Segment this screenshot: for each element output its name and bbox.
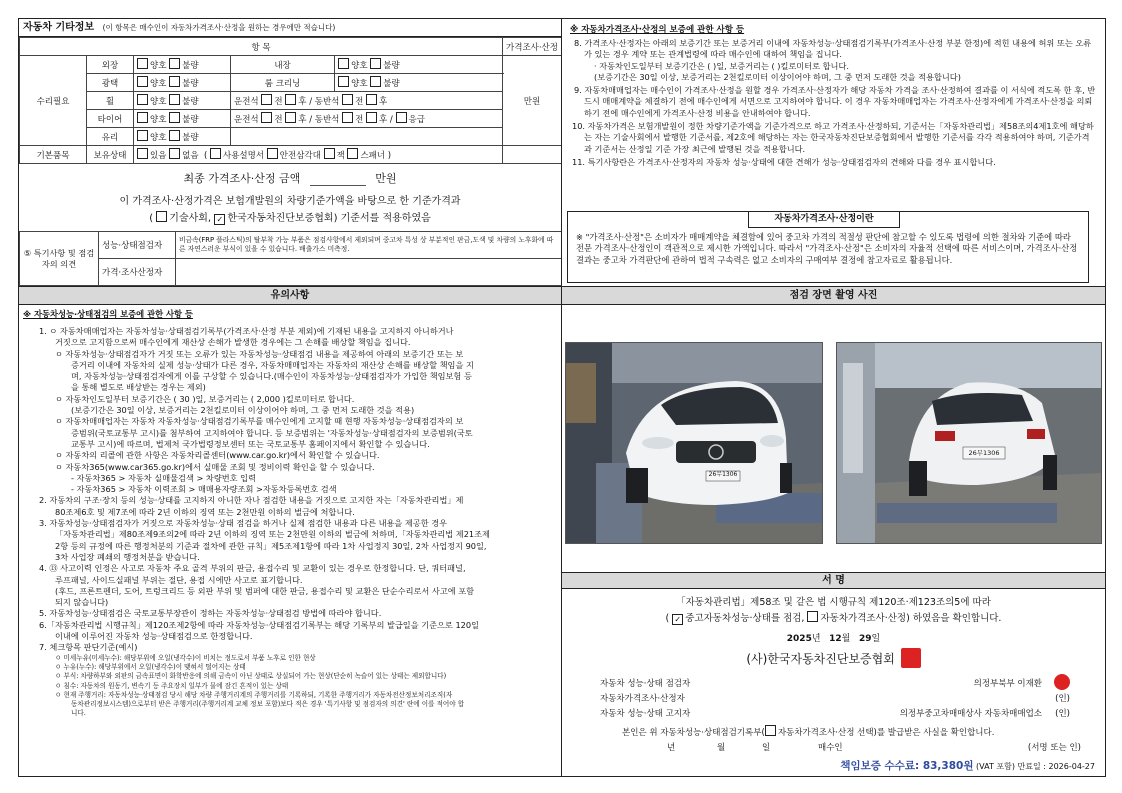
checkbox[interactable] [137, 112, 148, 123]
year-unit: 년 [811, 634, 821, 644]
special-inspector-label: 성능·상태점검자 [99, 232, 176, 259]
rear-label: 후 [298, 97, 307, 107]
checkbox[interactable] [366, 112, 377, 123]
basis-opt1: 기술사회, [169, 213, 212, 224]
notice-small-line: ㅇ 침수: 자동차의 원동기, 변속기 등 주요장치 일부가 물에 잠긴 흔적이 있는 상태 [55, 681, 289, 690]
final-price-label: 최종 가격조사·산정 금액 [183, 172, 301, 185]
law-line2 [562, 610, 1105, 625]
checkbox[interactable] [169, 112, 180, 123]
checkbox[interactable] [137, 94, 148, 105]
notice-line: 을 통해 별도로 배상받는 경우는 제외) [71, 382, 206, 393]
section-subtitle: (이 항목은 매수인이 자동차가격조사·산정을 원하는 경우에만 적습니다) [102, 23, 336, 32]
signer-seal-icon [1054, 674, 1070, 690]
issue-date [562, 631, 1105, 644]
checkbox[interactable] [342, 94, 353, 105]
notice-line: 3. 자동차성능·상태점검자가 거짓으로 자동차성능·상태 점검을 하거나 실제 점검한 내용과 다른 내용을 제공한 경우 [39, 518, 448, 529]
driver-side-label: 운전석 [234, 97, 259, 107]
row-wheel: 휠 [87, 92, 134, 110]
special-price-text[interactable] [176, 259, 562, 286]
paren-open: ( [665, 613, 670, 624]
front-label: 전 [274, 115, 283, 125]
section-title: 자동차 기타정보 [23, 22, 95, 33]
exterior-check[interactable] [134, 56, 231, 74]
front-label: 전 [355, 97, 364, 107]
buyer-month: 월 [717, 743, 726, 753]
room-clean-check[interactable] [335, 74, 503, 92]
definition-text: ※ "가격조사·산정"은 소비자가 매매계약을 체결함에 있어 중고차 가격의 적절성 판단에 참고할 수 있도록 법령에 의한 절차와 기준에 따라 전문 가격조사·산정인이 객관적으로 제시한 가액입니다. 따라서 "가격조사·산정"은 소비자의 자율적 선택에 따른 서비스이며, 가격조사·산정 결과는 중고차 가격판단에 관하여 법적 구속력은 없고 소비자의 구매여부 결정에 참고자료로 활용됩니다. [576, 232, 1078, 265]
guarantee-item-8-note: (보증기간은 30일 이상, 보증거리는 2천킬로미터 이상이어야 하며, 그 중 먼저 도래한 것을 적용합니다) [594, 71, 961, 82]
signer-role: 자동차가격조사·산정자 [600, 694, 685, 704]
glass-check[interactable] [134, 128, 231, 146]
repair-table [19, 37, 562, 164]
row-tire: 타이어 [87, 110, 134, 128]
price-unit: 만원 [503, 56, 562, 146]
notice-small-line: ㅇ 부식: 차량하부와 외판의 금속표면이 화학반응에 의해 금속이 아닌 상태로 상실되어 가는 현상(단순히 녹슬어 있는 상태는 제외합니다) [55, 672, 447, 681]
checkbox[interactable] [261, 112, 272, 123]
tire-check[interactable] [134, 110, 231, 128]
basis-opt2: 한국자동차진단보증협회) 기준서를 적용하였음 [227, 213, 431, 224]
rear-label: 후 [298, 115, 307, 125]
notice-line: 3차 사업장 폐쇄의 행정처분을 받습니다. [55, 551, 200, 562]
good-label: 양호 [351, 61, 368, 71]
checkbox-tech-society[interactable] [156, 211, 167, 222]
notice-line: ㅇ 자동차인도일부터 보증기간은 ( 30 )일, 보증거리는 ( 2,000 )킬로미터로 합니다. [55, 393, 355, 404]
guarantee-item-9: 9. 자동차매매업자는 매수인이 가격조사·산정을 원할 경우 가격조사·산정자가 해당 자동차 가격을 조사·산정하여 결과를 이 서식에 적도록 한 후, 반드시 매매계약을 체결하기 전에 매수인에게 서면으로 고지하여야 합니다. 이 경우 자동차매매업자는 가격조사·산정자에게 가격조사·산정을 의뢰하기 전에 매수인에게 가격조사·산정 비용을 안내하여야 합니다. [574, 85, 1096, 118]
price-guarantee-section [562, 19, 1105, 287]
checkbox[interactable] [285, 112, 296, 123]
checkbox[interactable] [169, 76, 180, 87]
section-header [19, 19, 561, 37]
inspection-photo-rear [836, 342, 1102, 544]
notice-line: 7. 체크항목 판단기준(예시) [39, 642, 138, 653]
checkbox[interactable] [137, 58, 148, 69]
notice-line: 2. 자동차의 구조·장치 등의 성능·상태를 고지하지 아니한 자나 점검한 내용을 거짓으로 고지한 자는「자동차관리법」제 [39, 495, 464, 506]
notice-small-lines [23, 654, 557, 719]
notice-line: 며, 자동차성능·상태점검자에게 이를 구상할 수 있습니다.(매수인이 자동차성능·상태점검자가 가입한 책임보험 등 [71, 371, 472, 382]
notice-line: ㅇ 자동차365(www.car365.go.kr)에서 실매물 조회 및 정비이력 확인을 할 수 있습니다. [55, 461, 375, 472]
good-label: 양호 [150, 115, 167, 125]
wheel-check[interactable] [134, 92, 231, 110]
license-plate-rear: 26무1306 [968, 449, 1000, 457]
notice-line: (보증기간은 30일 이상, 보증거리는 2천킬로미터 이상이어야 하며, 그 중 먼저 도래한 것을 적용) [71, 405, 415, 416]
month-unit: 월 [841, 634, 851, 644]
notices-section [19, 287, 562, 776]
bad-label: 불량 [182, 115, 199, 125]
signature-section [562, 572, 1105, 776]
signer-mark: (인) [1055, 709, 1070, 719]
checkbox[interactable] [342, 112, 353, 123]
checkbox[interactable] [338, 58, 349, 69]
guarantee-title: ※ 자동차가격조사·산정의 보증에 관한 사항 등 [570, 25, 745, 35]
photo-section [562, 287, 1105, 572]
checkbox[interactable] [169, 148, 180, 159]
signer-row [600, 677, 1070, 692]
signer-name: 의정부북부 이재환 [973, 679, 1042, 689]
notice-line: ㅇ 자동차매매업자는 자동차 자동차성능·상태점검기록부를 매수인에게 고지할 때 현행 자동차성능·상태점검자의 보 [55, 416, 464, 427]
final-price-unit: 만원 [375, 172, 397, 185]
license-plate-front: 26무1306 [708, 471, 738, 478]
notices-subtitle: ※ 자동차성능·상태점검의 보증에 관한 사항 등 [23, 309, 193, 319]
buyer-year: 년 [667, 743, 676, 753]
bad-label: 불량 [182, 79, 199, 89]
signer-list [600, 677, 1070, 722]
col-price-header: 가격조사·산정 [503, 38, 562, 56]
emergency-label: 응급 [408, 115, 425, 125]
special-table [19, 231, 562, 286]
notice-line: - 자동차365 > 자동차 실매물검색 > 차량번호 입력 [71, 472, 256, 483]
signer-row [600, 707, 1070, 722]
notice-line: 80조제6호 및 제7조에 따라 2년 이하의 징역 또는 2천만원 이하의 벌금에 처합니다. [55, 506, 355, 517]
special-price-label: 가격·조사산정자 [99, 259, 176, 286]
special-label: ⑤ 특기사항 및 점검자의 의견 [20, 232, 99, 286]
issue-day: 29 [858, 634, 872, 644]
fee-note: (VAT 포함) 만료일 : 2026-04-27 [976, 762, 1095, 771]
day-unit: 일 [871, 634, 881, 644]
have-label: 있음 [150, 151, 167, 161]
basic-price-empty [503, 146, 562, 164]
org-row [562, 648, 1105, 668]
row-gloss: 광택 [87, 74, 134, 92]
front-label: 전 [274, 97, 283, 107]
good-label: 양호 [150, 61, 167, 71]
signer-name: 의정부중고차매매상사 자동차매매업소 [899, 709, 1042, 719]
notice-line: 교통부 고시)에 따르며, 법제처 국가법령정보센터 또는 국토교통부 홈페이지에서 확인할 수 있습니다. [71, 438, 430, 449]
final-price-row [19, 170, 561, 186]
inspection-photo-front [565, 342, 823, 544]
spanner-label: 스패너 ) [360, 151, 392, 161]
checkbox[interactable] [396, 112, 407, 123]
notice-line: 6.「자동차관리법 시행규칙」제120조제2항에 따라 자동차성능·상태점검기록부는 해당 기록부의 발급일을 기준으로 120일 [39, 619, 479, 630]
notice-line: 5. 자동차성능·상태점검은 국토교통부장관이 정하는 자동차성능·상태점검 방법에 따라야 합니다. [39, 608, 382, 619]
notice-line: - 자동차365 > 자동차 이력조회 > 매매용자량조회 >자동차등록번호 검색 [71, 484, 337, 495]
notice-line: ㅇ 자동차성능·상태점검자가 거짓 또는 오류가 있는 자동차성능·상태점검 내용을 제공하여 아래의 보증기간 또는 보 [55, 348, 464, 359]
jack-label: 잭 [336, 151, 345, 161]
basic-label: 기본품목 [20, 146, 87, 164]
row-glass: 유리 [87, 128, 134, 146]
signer-mark: (인) [1055, 694, 1070, 704]
org-seal-icon [901, 648, 921, 668]
law-opt2: 자동차가격조사·산정) 하였음을 확인합니다. [820, 613, 1002, 624]
fee-row [840, 758, 1095, 773]
checkbox[interactable] [169, 58, 180, 69]
row-interior: 내장 [231, 56, 335, 74]
triangle-label: 안전삼각대 [279, 151, 321, 161]
signer-row [600, 692, 1070, 707]
checkbox[interactable] [285, 94, 296, 105]
notice-line: 1. ㅇ 자동차매매업자는 자동차성능·상태점검기록부(가격조사·산정 부분 제외)에 기재된 내용을 고지하지 아니하거나 [39, 326, 454, 336]
guarantee-item-8-period: · 자동차인도일부터 보증기간은 ( )일, 보증거리는 ( )킬로미터로 합니다. [594, 60, 849, 71]
notice-line: 「자동차관리법」제80조제9조의2에 따라 2년 이하의 징역 또는 2천만원 이하의 벌금에 처하며,「자동차관리법 제21조제 [55, 529, 490, 540]
checkbox[interactable] [137, 130, 148, 141]
glass-empty [231, 128, 503, 146]
law-line: 「자동차관리법」제58조 및 같은 법 시행규칙 제120조·제123조의5에 따라 [676, 597, 991, 608]
price-definition-box [567, 211, 1089, 283]
checkbox[interactable] [267, 148, 278, 159]
buyer-row [562, 741, 1105, 755]
good-label: 양호 [150, 133, 167, 143]
org-name: (사)한국자동차진단보증협회 [746, 652, 895, 666]
paren-open: ( [149, 213, 154, 224]
buyer-label: 매수인 [818, 743, 843, 753]
bad-label: 불량 [383, 79, 400, 89]
row-possession: 보유상태 [87, 146, 134, 164]
notices-title: 유의사항 [19, 287, 561, 305]
good-label: 양호 [351, 79, 368, 89]
buyer-day: 일 [762, 743, 771, 753]
passenger-side-label: / 동반석 [309, 115, 340, 125]
inspection-record-page [18, 18, 1106, 777]
good-label: 양호 [150, 97, 167, 107]
notice-small-line: ㅇ 현재 주행거리: 자동차성능·상태점검 당시 해당 차량 주행거리계의 주행거리를 기록하되, 기록한 주행거리가 자동차전산정보처리조직(자 [55, 690, 453, 699]
checkbox[interactable] [370, 58, 381, 69]
notice-small-line: ㅇ 누유(누수): 해당부위에서 오일(냉각수)이 맺혀서 떨어지는 상태 [55, 662, 246, 671]
signer-role: 자동차 성능·상태 고지자 [600, 709, 691, 719]
manual-label: 사용설명서 [223, 151, 265, 161]
front-label: 전 [355, 115, 364, 125]
basis-line2 [19, 209, 561, 225]
checkbox-confirm[interactable] [765, 725, 776, 736]
bad-label: 불량 [383, 61, 400, 71]
repair-label: 수리필요 [20, 56, 87, 146]
issue-month: 12 [829, 634, 842, 644]
tire-position[interactable]: 운전석 전 후 / 동반석 전 후 / 응급 [231, 110, 503, 128]
basis-line1: 이 가격조사·산정가격은 보험개발원의 차량기준가액을 바탕으로 한 기준가격과 [119, 196, 461, 207]
checkbox-performance[interactable]: ✓ [672, 614, 683, 625]
notice-lines [23, 326, 557, 654]
passenger-side-label: / 동반석 [309, 97, 340, 107]
vehicle-other-info-section [19, 19, 562, 287]
rear-label: 후 [379, 115, 388, 125]
none-label: 없음 [182, 151, 199, 161]
checkbox[interactable] [370, 76, 381, 87]
checkbox[interactable] [338, 76, 349, 87]
checkbox[interactable] [347, 148, 358, 159]
definition-title: 자동차가격조사·산정이란 [748, 211, 900, 228]
checkbox-kadwa[interactable]: ✓ [214, 214, 225, 225]
checkbox[interactable] [261, 94, 272, 105]
interior-check[interactable] [335, 56, 503, 74]
notice-small-line: 동차관리정보시스템)으로부터 받은 주행거리(주행거리계 교체 정보 포함)보다 적은 경우 '특기사항 및 점검자의 의견' 란에 이를 적어야 합 [71, 700, 465, 709]
special-inspector-text: 비금속(FRP 플라스틱)의 탈부착 가능 부품은 점검사항에서 제외되며 중고차 특성 상 부분적인 판금,도색 및 차량의 노후화에 따른 자연스러운 부식이 있을 수 있습니다. 배출가스 미측정. [176, 232, 562, 259]
notice-line: 증거리 이내에 자동차의 실제 성능·상태가 다른 경우, 자동차매매업자는 자동차의 재산상 손해를 배상할 책임을 지 [71, 359, 474, 370]
notice-line: 루프패널, 사이드실패널 부위는 절단, 용접 시에만 사고로 표기합니다. [55, 574, 303, 585]
notice-line: ㅇ 자동차의 리콜에 관한 사항은 자동차리콜센터(www.car.go.kr)에서 확인할 수 있습니다. [55, 450, 380, 461]
checkbox-price[interactable] [807, 611, 818, 622]
possession-check[interactable]: 있음 없음 ( 사용설명서 안전삼각대 잭 스패너 ) [134, 146, 503, 164]
checkbox[interactable] [210, 148, 221, 159]
bad-label: 불량 [182, 133, 199, 143]
confirm-pre: 본인은 위 자동차성능·상태점검기록부( [622, 728, 765, 738]
notice-small-line: ㅇ 미세누유(미세누수): 해당부위에 오일(냉각수)이 비치는 정도로서 부품 노후로 인한 현상 [55, 653, 316, 662]
wheel-position[interactable] [231, 92, 503, 110]
guarantee-item-10: 10. 자동차가격은 보험개발원이 정한 차량기준가액을 기준가격으로 하고 가격조사·산정하되, 기준서는「자동차관리법」제58조의4제1호에 해당하는 자는 기술사회에서 발행한 기준서를, 제2호에 해당하는 자는 한국자동차진단보증협회에서 발행한 기준서를 각각 적용하여야 하며, 기준가격과 기준서는 산정일 기준 가장 최근에 발행된 것을 적용합니다. [572, 121, 1094, 154]
notice-line: 거짓으로 고지함으로써 매수인에게 재산상 손해가 발생한 경우에는 그 손해를 배상할 책임을 집니다. [55, 337, 411, 348]
checkbox[interactable] [137, 148, 148, 159]
checkbox[interactable] [169, 130, 180, 141]
checkbox[interactable] [366, 94, 377, 105]
gloss-check[interactable] [134, 74, 231, 92]
checkbox[interactable] [169, 94, 180, 105]
notice-line: 되지 않습니다) [55, 597, 109, 608]
signer-role: 자동차 성능·상태 점검자 [600, 679, 691, 689]
notice-line: 2항 등의 규정에 따른 행정처분의 기준과 절차에 관한 규칙」제5조제1항에 따라 1차 사업정지 30일, 2차 사업정지 90일, [55, 540, 487, 551]
notice-line: 증범위(국토교통부 고시)를 첨부하여 고지하여야 합니다. 등 보증범위는 '자동차성능·상태점검자의 보증범위(국토 [71, 427, 473, 438]
notice-small-line: 니다. [71, 709, 86, 718]
row-exterior: 외장 [87, 56, 134, 74]
col-item-header: 항 목 [20, 38, 503, 56]
final-price-input[interactable] [310, 172, 366, 186]
issue-year: 2025 [786, 634, 812, 644]
confirm-line [622, 725, 994, 738]
driver-side-label: 운전석 [234, 115, 259, 125]
law-opt1: 중고자동차성능·상태를 점검, [685, 613, 805, 624]
notice-line: 4. ⑬ 사고이력 인정은 사고로 자동차 주요 골격 부위의 판금, 용접수리 및 교환이 있는 경우로 한정합니다. 단, 쿼터패널, [39, 563, 466, 574]
bad-label: 불량 [182, 61, 199, 71]
signature-title: 서 명 [562, 573, 1105, 589]
rear-label: 후 [379, 97, 388, 107]
good-label: 양호 [150, 79, 167, 89]
confirm-post: 자동차가격조사·산정 선택)를 발급받은 사실을 확인합니다. [777, 728, 995, 738]
notice-line: 이내에 이루어진 자동차 성능·상태점검으로 한정합니다. [55, 631, 253, 642]
photo-title: 점검 장면 촬영 사진 [562, 287, 1105, 305]
checkbox[interactable] [137, 76, 148, 87]
guarantee-item-8: 8. 가격조사·산정자는 아래의 보증기간 또는 보증거리 이내에 자동차성능·상태점검기록부(가격조사·산정 부분 한정)에 적힌 내용에 허위 또는 오류가 있는 경우 계약 또는 관계법령에 따라 매수인에 대하여 책임을 집니다. [574, 38, 1092, 60]
notice-line: (후드, 프론트펜더, 도어, 트렁크리드 등 외판 부위 및 범퍼에 대한 판금, 용접수리 및 교환은 단순수리로서 사고에 포함 [55, 585, 475, 596]
fee-label: 책임보증 수수료: 83,380원 [840, 760, 974, 772]
guarantee-item-11: 11. 특기사항란은 가격조사·산정자의 자동차 성능·상태에 대한 견해가 성능·상태점검자의 견해와 다를 경우 표시합니다. [572, 156, 996, 167]
bad-label: 불량 [182, 97, 199, 107]
row-room-clean: 룸 크리닝 [231, 74, 335, 92]
buyer-sign[interactable]: (서명 또는 인) [1027, 743, 1081, 753]
checkbox[interactable] [324, 148, 335, 159]
